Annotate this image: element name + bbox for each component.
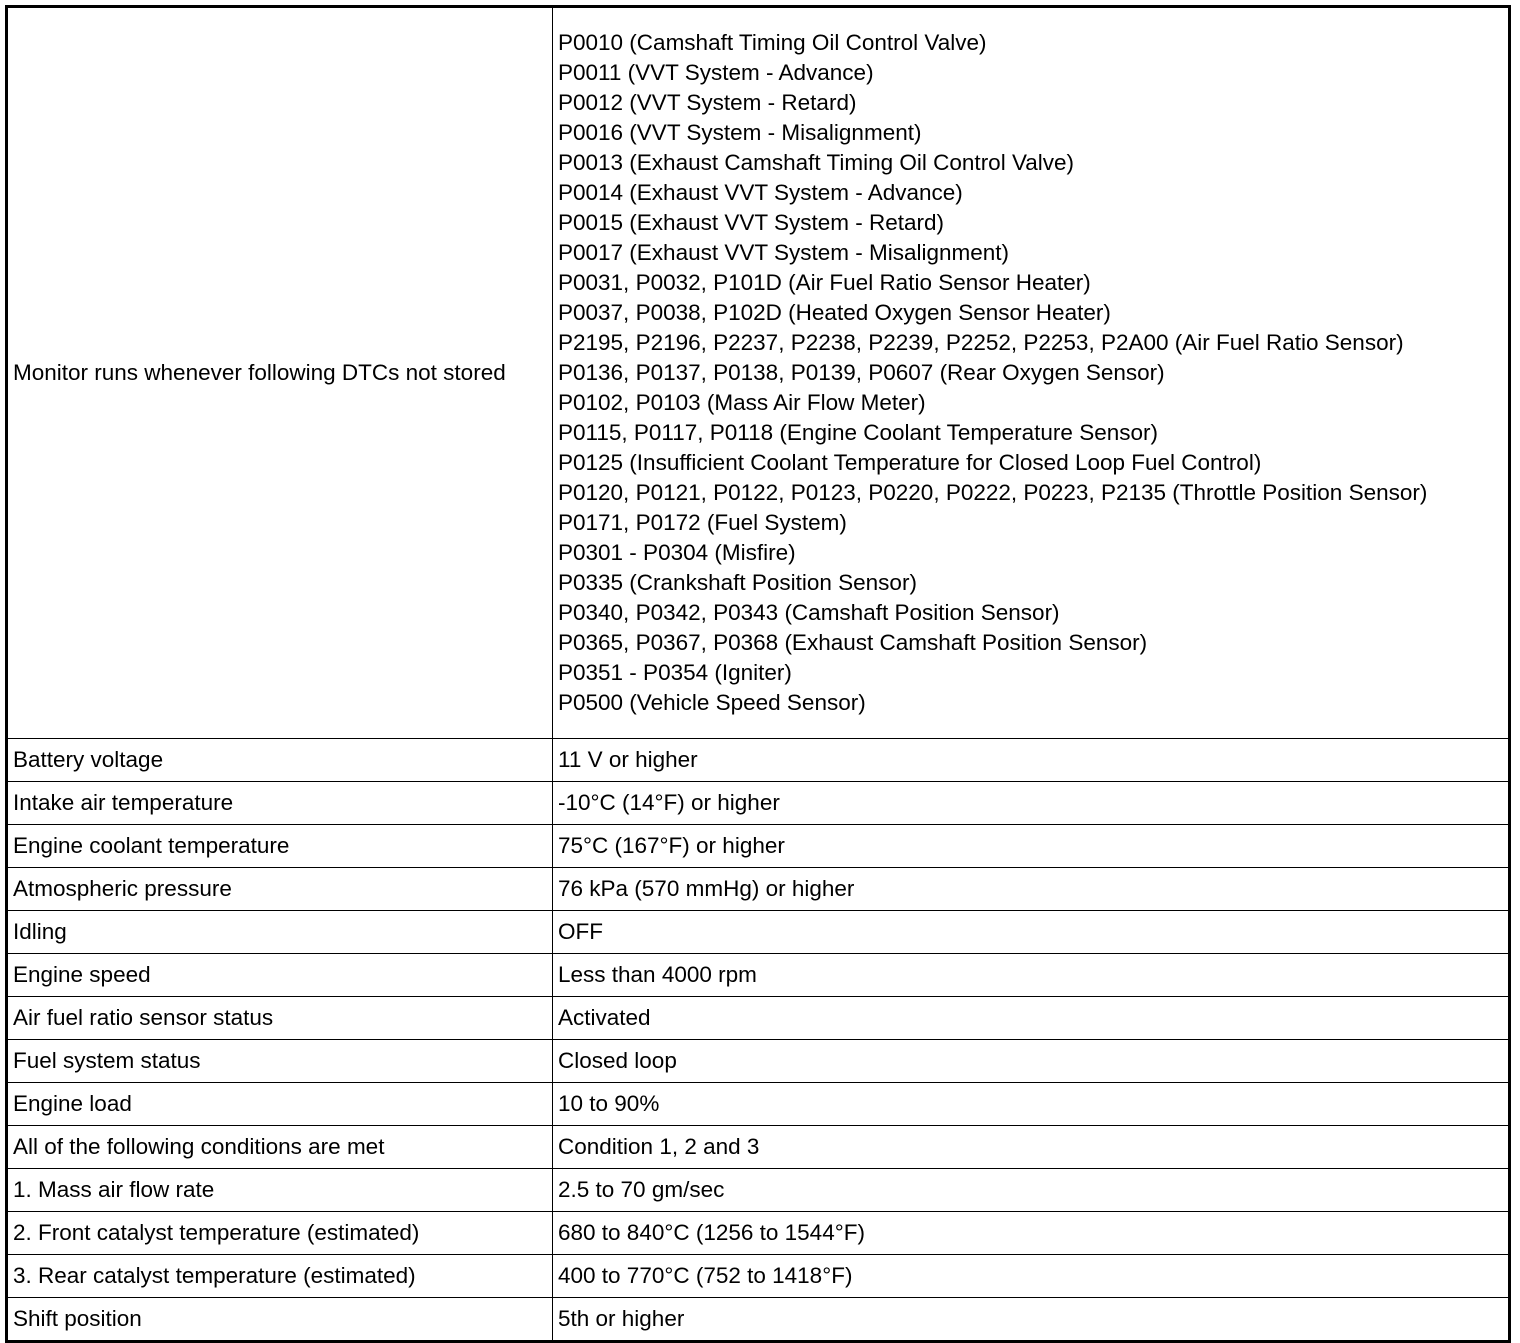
dtc-item: P0031, P0032, P101D (Air Fuel Ratio Sensor Heater) — [558, 270, 1091, 295]
condition-value: 75°C (167°F) or higher — [553, 825, 1510, 868]
condition-value: -10°C (14°F) or higher — [553, 782, 1510, 825]
dtc-item: P0340, P0342, P0343 (Camshaft Position Sensor) — [558, 600, 1060, 625]
dtc-item: P0125 (Insufficient Coolant Temperature for Closed Loop Fuel Control) — [558, 450, 1262, 475]
condition-label: Engine speed — [7, 954, 553, 997]
table-row — [7, 954, 1510, 997]
condition-value: Activated — [553, 997, 1510, 1040]
condition-label: Idling — [7, 911, 553, 954]
condition-value: OFF — [553, 911, 1510, 954]
condition-label: Engine load — [7, 1083, 553, 1126]
dtc-item: P0500 (Vehicle Speed Sensor) — [558, 690, 866, 715]
table-row — [7, 1255, 1510, 1298]
table-row — [7, 911, 1510, 954]
dtc-item: P0335 (Crankshaft Position Sensor) — [558, 570, 917, 595]
condition-label: Engine coolant temperature — [7, 825, 553, 868]
table-row — [7, 997, 1510, 1040]
dtc-item: P0136, P0137, P0138, P0139, P0607 (Rear Oxygen Sensor) — [558, 360, 1165, 385]
dtc-item: P0015 (Exhaust VVT System - Retard) — [558, 210, 944, 235]
condition-value: 400 to 770°C (752 to 1418°F) — [553, 1255, 1510, 1298]
table-row — [7, 1126, 1510, 1169]
condition-label: Battery voltage — [7, 739, 553, 782]
dtc-item: P0013 (Exhaust Camshaft Timing Oil Control Valve) — [558, 150, 1075, 175]
condition-label: 2. Front catalyst temperature (estimated) — [7, 1212, 553, 1255]
condition-label: 1. Mass air flow rate — [7, 1169, 553, 1212]
condition-value: Condition 1, 2 and 3 — [553, 1126, 1510, 1169]
dtc-item: P0171, P0172 (Fuel System) — [558, 510, 847, 535]
condition-value: 2.5 to 70 gm/sec — [553, 1169, 1510, 1212]
table-row — [7, 1298, 1510, 1342]
table-row — [7, 1083, 1510, 1126]
table-row — [7, 1212, 1510, 1255]
dtc-item: P0301 - P0304 (Misfire) — [558, 540, 796, 565]
dtc-item: P0012 (VVT System - Retard) — [558, 90, 857, 115]
dtc-item: P0351 - P0354 (Igniter) — [558, 660, 792, 685]
dtc-item: P0037, P0038, P102D (Heated Oxygen Sensor Heater) — [558, 300, 1111, 325]
dtc-item: P0010 (Camshaft Timing Oil Control Valve) — [558, 30, 987, 55]
dtc-item: P0115, P0117, P0118 (Engine Coolant Temperature Sensor) — [558, 420, 1158, 445]
condition-label: 3. Rear catalyst temperature (estimated) — [7, 1255, 553, 1298]
table-row — [7, 825, 1510, 868]
condition-value: Closed loop — [553, 1040, 1510, 1083]
monitor-conditions-table — [5, 5, 1511, 1343]
dtc-item: P0016 (VVT System - Misalignment) — [558, 120, 922, 145]
table-row — [7, 1040, 1510, 1083]
dtc-item: P0120, P0121, P0122, P0123, P0220, P0222, P0223, P2135 (Throttle Position Sensor) — [558, 480, 1428, 505]
condition-label: Fuel system status — [7, 1040, 553, 1083]
condition-label: Atmospheric pressure — [7, 868, 553, 911]
condition-value: 76 kPa (570 mmHg) or higher — [553, 868, 1510, 911]
dtc-item: P0017 (Exhaust VVT System - Misalignment) — [558, 240, 1010, 265]
condition-value: 10 to 90% — [553, 1083, 1510, 1126]
dtc-item: P0102, P0103 (Mass Air Flow Meter) — [558, 390, 926, 415]
dtc-item: P0011 (VVT System - Advance) — [558, 60, 874, 85]
dtc-item: P0014 (Exhaust VVT System - Advance) — [558, 180, 963, 205]
dtc-item: P0365, P0367, P0368 (Exhaust Camshaft Position Sensor) — [558, 630, 1148, 655]
table-row — [7, 739, 1510, 782]
dtc-condition-label: Monitor runs whenever following DTCs not stored — [7, 7, 553, 739]
condition-label: All of the following conditions are met — [7, 1126, 553, 1169]
condition-value: Less than 4000 rpm — [553, 954, 1510, 997]
condition-label: Intake air temperature — [7, 782, 553, 825]
condition-label: Air fuel ratio sensor status — [7, 997, 553, 1040]
table-row — [7, 1169, 1510, 1212]
condition-label: Shift position — [7, 1298, 553, 1342]
dtc-list — [553, 7, 1510, 739]
condition-value: 11 V or higher — [553, 739, 1510, 782]
table-row — [7, 868, 1510, 911]
condition-value: 680 to 840°C (1256 to 1544°F) — [553, 1212, 1510, 1255]
condition-value: 5th or higher — [553, 1298, 1510, 1342]
table-row — [7, 782, 1510, 825]
table-row-dtc-conditions — [7, 7, 1510, 739]
dtc-item: P2195, P2196, P2237, P2238, P2239, P2252, P2253, P2A00 (Air Fuel Ratio Sensor) — [558, 330, 1404, 355]
